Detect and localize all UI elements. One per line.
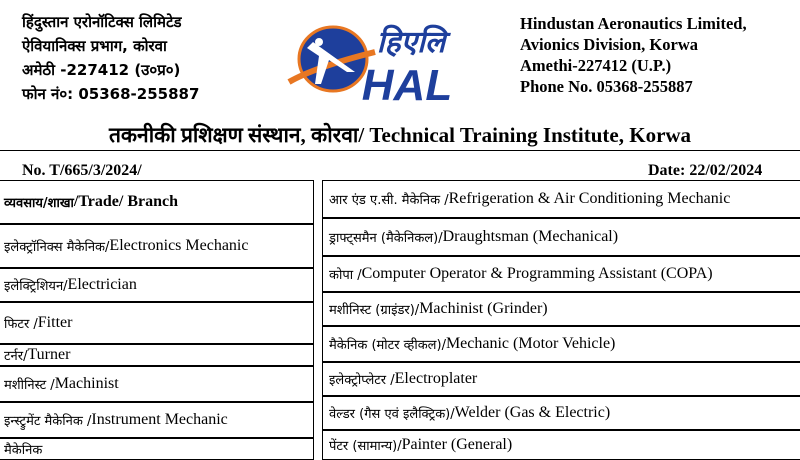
hindi-address-line: फोन नं०: 05368-255887	[22, 85, 200, 103]
hindi-address-line: ऐवियानिक्स प्रभाग, कोरवा	[22, 37, 167, 55]
english-address-line: Avionics Division, Korwa	[520, 35, 698, 54]
hindi-address-line: हिंदुस्तान एरोनॉटिक्स लिमिटेड	[22, 13, 182, 31]
trade-cell: इलेक्ट्रिशियन/ Electrician	[0, 268, 314, 302]
document-date: Date: 22/02/2024	[648, 162, 763, 179]
trade-cell: आर एंड ए.सी. मैकेनिक / Refrigeration & Air Conditioning Mechanic	[322, 180, 800, 218]
logo-english-text: HAL	[361, 61, 453, 107]
document-title: तकनीकी प्रशिक्षण संस्थान, कोरवा/ Technical Training Institute, Korwa	[108, 123, 692, 147]
trade-cell: मशीनिस्ट (ग्राइंडर)/ Machinist (Grinder)	[322, 292, 800, 326]
hindi-address-line: अमेठी -227412 (उ०प्र०)	[22, 61, 181, 79]
trade-cell: पेंटर (सामान्य)/ Painter (General)	[322, 430, 800, 460]
trade-cell: वेल्डर (गैस एवं इलैक्ट्रिक)/ Welder (Gas & Electric)	[322, 396, 800, 430]
trade-header-cell: व्यवसाय/शाखा /Trade/ Branch	[0, 180, 314, 224]
trade-cell: मैकेनिक	[0, 438, 314, 460]
trade-cell: इलेक्ट्रोप्लेटर / Electroplater	[322, 362, 800, 396]
trade-cell: इन्स्ट्रुमेंट मैकेनिक / Instrument Mechanic	[0, 402, 314, 438]
trade-cell: मशीनिस्ट / Machinist	[0, 366, 314, 402]
hal-logo	[285, 12, 485, 107]
reference-number: No. T/665/3/2024/	[22, 162, 142, 179]
english-address-line: Amethi-227412 (U.P.)	[520, 56, 672, 75]
trade-cell: फिटर / Fitter	[0, 302, 314, 344]
english-address-line: Phone No. 05368-255887	[520, 77, 693, 96]
trade-cell: टर्नर/ Turner	[0, 344, 314, 366]
trade-cell: इलेक्ट्रॉनिक्स मैकेनिक/ Electronics Mechanic	[0, 224, 314, 268]
trade-cell: ड्राफ्ट्समैन (मैकेनिकल)/ Draughtsman (Mechanical)	[322, 218, 800, 256]
trade-cell: मैकेनिक (मोटर व्हीकल)/ Mechanic (Motor Vehicle)	[322, 326, 800, 362]
trade-cell: कोपा / Computer Operator & Programming Assistant (COPA)	[322, 256, 800, 292]
english-address-line: Hindustan Aeronautics Limited,	[520, 14, 747, 33]
hindi-address-block	[22, 10, 199, 106]
title-divider	[0, 150, 800, 151]
english-address-block	[520, 13, 747, 97]
logo-hindi-text: हिएलि	[376, 25, 446, 60]
